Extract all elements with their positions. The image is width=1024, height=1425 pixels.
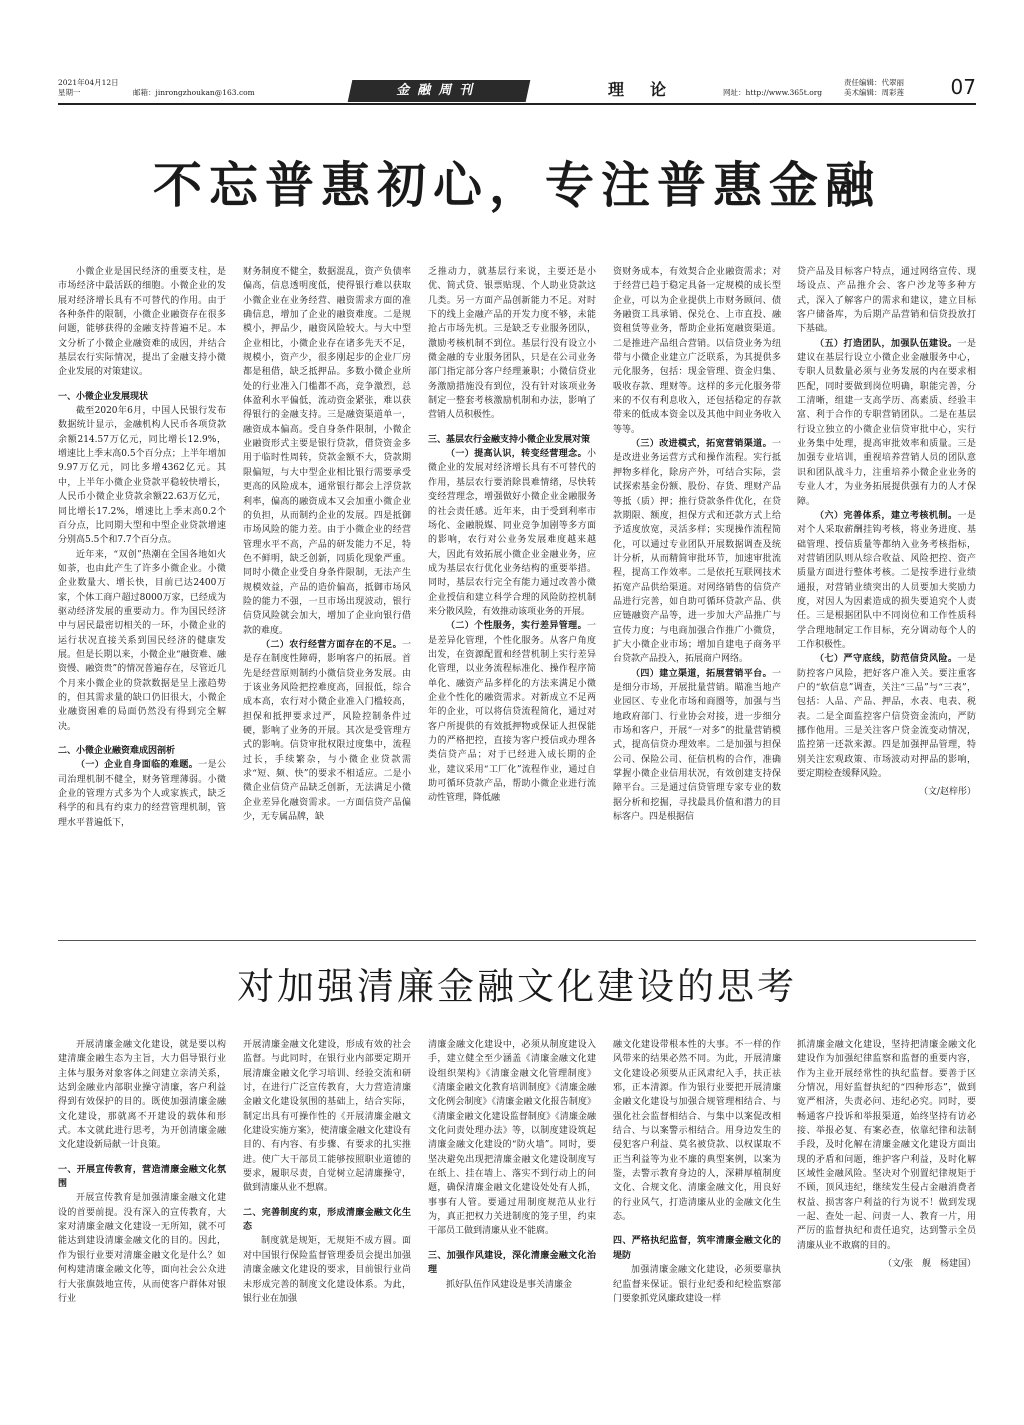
paragraph: 融文化建设带根本性的大事。不一样的作风带来的结果必然不同。为此，开展清廉文化建设必须要从正风肃纪入手，扶正祛邪，正本清源。作为银行业要把开展清廉金融文化建设与加强合规管理相结合、与强化社会监督相结合、与集中以案促改相结合、与以案警示相结合。用身边发生的侵犯客户利益、莫名被贷款、以权谋取不正当利益等为业不廉的典型案例，以案为鉴，去警示教育身边的人，深耕厚植制度文化、合规文化、清廉金融文化，用良好的行业风气，打造清廉从业的金融文化生态。 <box>613 1040 781 1223</box>
section-heading: 三、加强作风建设，深化清廉金融文化治理 <box>428 1250 596 1276</box>
subsection-heading: （五）打造团队，加强队伍建设。 <box>815 338 958 349</box>
paragraph: 开展清廉金融文化建设，就是要以构建清廉金融生态为主旨，大力倡导银行业主体与服务对象客体之间建立亲清关系，达到金融业内部职业操守清廉，客户利益得到有效保护的目的。既使加强清廉金融文化建设，那就离不开建设的载体和形式。本文就此进行思考，为开创清廉金融文化建设新局献一计良策。 <box>58 1040 226 1151</box>
paragraph: 乏推动力，就基层行来说，主要还是小优、简式贷、银票贴现、个人助业贷款这几类。另一方面产品创新能力不足。对时下的线上金融产品的开发力度不够，未能抢占市场先机。三是缺乏专业服务团队，激励考核机制不到位。基层行没有设立小微金融的专业服务团队，只是在公司业务部门指定部分客户经理兼职；小微信贷业务激励措施没有到位，没有针对该项业务制定一整套考核激励机制和办法，影响了营销人员积极性。 <box>428 267 596 421</box>
article1-column-4 <box>613 265 781 910</box>
section-heading: 一、开展宣传教育，营造清廉金融文化氛围 <box>58 1164 226 1190</box>
article1-headline: 不忘普惠初心，专注普惠金融 <box>152 157 881 214</box>
subsection-heading: （一）企业自身面临的难题。 <box>76 760 199 771</box>
paragraph-text: 一是存在制度性障碍，影响客户的拓展。首先是经营原则制约小微信贷业务发展。由于该业务风险把控难度高，回报低，综合成本高，农行对小微企业准入门槛较高，担保和抵押要求过严，风险控制条件过硬，影响了业务的开展。其次是受管理方式的影响。信贷审批权限过度集中，流程过长，手续繁杂，与小微企业贷款需求“短、频、快”的要求不相适应。二是小微企业信贷产品缺乏创新，无法满足小微企业差异化融资需求。一方面信贷产品偏少，无专属品牌，缺 <box>243 639 411 823</box>
paragraph: 贷产品及目标客户特点，通过网络宣传、现场设点、产品推介会、客户沙龙等多种方式，深入了解客户的需求和建议，建立目标客户储备库，为后期产品营销和信贷投放打下基础。 <box>797 267 976 335</box>
paragraph: 小微企业是国民经济的重要支柱，是市场经济中最活跃的细胞。小微企业的发展对经济增长具有不可替代的作用。由于各种条件的限制，小微企业融资存在很多问题，能够获得的金融支持普遍不足。本文分析了小微企业融资难的成因，并结合基层农行实际情况，提出了金融支持小微企业发展的对策建议。 <box>58 267 226 378</box>
paragraph <box>613 437 781 667</box>
paragraph: 近年来，“双创”热潮在全国各地如火如荼，也由此产生了许多小微企业。小微企业数量大、增长快，目前已达2400万家，个体工商户超过8000万家，已经成为驱动经济发展的重要动力。作为国民经济中与居民最密切相关的一环，小微企业的运行状况直接关系到国民经济的健康发展。但是长期以来，小微企业“融资难、融资慢、融资贵”的情况普遍存在，尽管近几个月来小微企业的贷款数据是呈上涨趋势的，但其需求量的缺口仍旧很大，小微企业融资困难的局面仍然没有得到完全解决。 <box>58 549 226 732</box>
paragraph-text: 小微企业的发展对经济增长具有不可替代的作用，基层农行要消除畏难情绪，尽快转变经营理念，增强做好小微企业金融服务的社会责任感。近年来，由于受到利率市场化、金融脱媒、同业竞争加剧等多方面的影响，农行对公业务发展难度越来越大，因此有效拓展小微企业金融业务，应成为基层农行优化业务结构的重要举措。同时，基层农行完全有能力通过改善小微企业授信和建立科学合理的风险防控机制来分散风险，有效推动该项业务的开展。 <box>428 449 596 617</box>
article2-column-1 <box>58 1038 226 1340</box>
art-editor: 美术编辑：周彩莲 <box>844 87 904 97</box>
article1-column-5 <box>797 265 976 910</box>
website-address: 网址：http://www.365t.org <box>723 88 823 97</box>
paragraph: 开展清廉金融文化建设，形成有效的社会监督。与此同时，在银行业内部要定期开展清廉金融文化学习培训、经验交流和研讨，在进行广泛宣传教育，大力营造清廉金融文化建设氛围的基础上，结合实际，制定出具有可操作性的《开展清廉金融文化建设实施方案》，使清廉金融文化建设有目的、有内容、有步骤、有要求的扎实推进。使广大干部员工能够按照职业道德的要求，履职尽责，自觉树立起清廉操守，做到清廉从业不想腐。 <box>243 1040 411 1194</box>
paragraph <box>58 758 226 830</box>
section-heading: 三、基层农行金融支持小微企业发展对策 <box>428 434 591 445</box>
paragraph-text: 一是对个人采取薪酬挂钩考核，将业务进度、基础管理、授信质量等都纳入业务考核指标，对营销团队则从综合收益、风险把控、资产质量方面进行整体考核。二是按季进行业绩通报，对营销业绩突出的人员要加大奖励力度，对因人为因素造成的损失要追究个人责任。三是根据团队中不同岗位和工作性质科学合理地制定工作目标，充分调动每个人的工作积极性。 <box>797 510 976 650</box>
article2-column-3 <box>428 1038 596 1340</box>
author-byline: （文/赵梓彤） <box>918 787 976 798</box>
paragraph-text: 一是防控客户风险，把好客户准入关。要注重客户的“软信息”调查，关注“三品”与“三表”，包括：人品、产品、押品，水表、电表、税表。二是全面监控客户信贷资金流向，严防挪作他用。三是关注客户贷金流变动情况，监控第一还款来源。四是加强押品管理，特别关注宏观政策、市场波动对押品的影响，要定期检查缓释风险。 <box>797 654 976 780</box>
paragraph: 制度就是规矩，无规矩不成方圆。面对中国银行保险监督管理委员会提出加强清廉金融文化建设的要求，目前银行业尚未形成完善的制度文化建设体系。为此，银行业在加强 <box>243 1236 411 1304</box>
paragraph-text: 一是改进业务运营方式和操作流程。实行抵押物多样化，除房产外，可结合实际，尝试探索基金份额、股份、存货、理财产品等抵（质）押；推行贷款条件优化，在贷款期限、额度，担保方式和还款方式上给予适度放宽，灵活多样；实现操作流程简化，可以通过专业团队开展数据调查及统计分析，从而精简审批环节，加速审批流程，提高工作效率。二是依托互联网技术拓宽产品供给渠道。对网络销售的信贷产品进行完善，如自助可循环贷款产品、供应链融资产品等，进一步加大产品推广与宣传力度；与电商加强合作推广小微贷，扩大小微企业市场；增加自建电子商务平台贷款产品投入，拓展商户网络。 <box>613 439 781 665</box>
paragraph: 抓清廉金融文化建设，坚持把清廉金融文化建设作为加强纪律监察和监督的重要内容，作为主业开展经常性的执纪监督。要善于区分情况，用好监督执纪的“四种形态”，做到宽严相济，失责必问、违纪必究。同时，要畅通客户投诉和举报渠道，始终坚持有访必接、举报必复、有案必查，依靠纪律和法制手段，及时化解在清廉金融文化建设方面出现的矛盾和问题，维护客户利益，及时化解区域性金融风险。坚决对个别置纪律规矩于不顾，顶风违纪，继续发生侵占金融消费者权益、损害客户利益的行为说不！做到发现一起、查处一起、问责一人、教育一片，用严厉的监督执纪和责任追究，达到警示全员清廉从业不敢腐的目的。 <box>797 1040 976 1251</box>
subsection-heading: （六）完善体系，建立考核机制。 <box>815 510 958 521</box>
article1-column-2 <box>243 265 411 910</box>
paragraph: 资财务成本，有效契合企业融资需求；对于经营已趋于稳定具备一定规模的成长型企业，可以为企业提供上市财务顾问、债务融资工具承销、保兑仓、上市直投、融资租赁等业务，帮助企业拓宽融资渠道。二是推进产品组合营销。以信贷业务为纽带与小微企业建立广泛联系，为其提供多元化服务，包括：现金管理、资金归集、吸收存款、理财等。这样的多元化服务带来的不仅有利息收入，还包括稳定的存款带来的低成本资金以及其他中间业务收入等等。 <box>613 267 781 435</box>
author-byline: （文/张 舰 杨建国） <box>882 1259 976 1270</box>
section-heading: 一、小微企业发展现状 <box>58 391 149 402</box>
section-heading: 四、严格执纪监督，筑牢清廉金融文化的堤防 <box>613 1236 781 1261</box>
subsection-heading: （七）严守底线，防范信贷风险。 <box>815 654 958 665</box>
page-number: 07 <box>950 75 976 99</box>
paragraph: 抓好队伍作风建设是事关清廉金 <box>446 1279 573 1290</box>
page-header <box>58 75 976 104</box>
article2-column-5 <box>797 1038 976 1340</box>
paragraph <box>613 667 781 825</box>
paragraph-text: 一是公司治理机制不健全，财务管理薄弱。小微企业的管理方式多为个人或家族式，缺乏科学的和具有约束力的经营管理机制，管理水平普遍低下， <box>58 760 226 828</box>
section-heading: 二、小微企业融资难成因剖析 <box>58 746 176 756</box>
article2-column-2 <box>243 1038 411 1340</box>
article-divider <box>58 940 976 941</box>
issue-date-block <box>58 78 119 97</box>
article2-column-4 <box>613 1038 781 1340</box>
paragraph: 加强清廉金融文化建设，必须要靠执纪监督来保证。银行业纪委和纪检监察部门要象抓党风廉政建设一样 <box>613 1265 781 1304</box>
paragraph <box>797 337 976 509</box>
responsible-editor: 责任编辑：代翠丽 <box>844 78 904 87</box>
article1-column-1 <box>58 265 226 910</box>
section-name: 理论 <box>607 80 692 99</box>
email-address: 邮箱：jinrongzhoukan@163.com <box>133 88 255 97</box>
article2-headline: 对加强清廉金融文化建设的思考 <box>237 965 797 1008</box>
editor-credits <box>844 78 904 97</box>
paragraph: 财务制度不健全，数据混乱，资产负债率偏高，信息透明度低，使得银行难以获取小微企业在业务经营、融资需求方面的准确信息，增加了企业的融资难度。二是规模小，押品少，融资风险较大。与大中型企业相比，小微企业存在诸多先天不足，规模小，资产少，很多刚起步的企业厂房都是租借，缺乏抵押品。多数小微企业所处的行业准入门槛都不高，竞争激烈，总体盈利水平偏低，流动资金紧张，难以获得银行的金融支持。三是融资渠道单一，融资成本偏高。受自身条件限制，小微企业融资形式主要是银行贷款，借贷资金多用于临时性周转，贷款金额不大，贷款期限偏短，与大中型企业相比银行需要承受更高的风险成本，通常银行都会上浮贷款利率，偏高的融资成本又会加重小微企业的负担，从而制约企业的发展。四是抵御市场风险的能力差。由于小微企业的经营管理水平不高，产品的研发能力不足，特色不鲜明，缺乏创新，同质化现象严重。同时小微企业受自身条件限制，无法产生规模效益，产品的造价偏高，抵御市场风险的能力不强，一旦市场出现波动，银行信贷风险就会加大，增加了企业向银行借款的难度。 <box>243 267 411 636</box>
paragraph: 开展宣传教育是加强清廉金融文化建设的首要前提。没有深入的宣传教育，大家对清廉金融文化建设一无所知，就不可能达到建设清廉金融文化的目的。因此，作为银行业要对清廉金融文化是什么？如何构建清廉金融文化等，面向社会公众进行大张旗鼓地宣传，从而使客户群体对银行业 <box>58 1193 226 1304</box>
paragraph-text: 一是建议在基层行设立小微企业金融服务中心，专职人员数量必须与业务发展的内在要求相匹配，同时要做到岗位明确，职能完善，分工清晰，组建一支高学历、高素质、经验丰富、利于合作的专职营销团队。二是在基层行设立独立的小微企业信贷审批中心，实行业务集中处理，提高审批效率和质量。三是加强专业培训，重视培养营销人员的团队意识和团队战斗力，注重培养小微企业业务的专业人才，为业务拓展提供强有力的人才保障。 <box>797 338 976 507</box>
paragraph <box>428 447 596 619</box>
article1-column-3 <box>428 265 596 910</box>
subsection-heading: （一）提高认识，转变经营理念。 <box>446 449 587 460</box>
paragraph: 截至2020年6月，中国人民银行发布数据统计显示，金融机构人民币各项贷款余额214.57万亿元，同比增长12.9%，增速比上季末高0.5个百分点；上半年增加9.97万亿元，同比多增4362亿元。其中，上半年小微企业贷款平稳较快增长，人民币小微企业贷款余额22.63万亿元，同比增长17.2%，增速比上季末高0.2个百分点，比同期大型和中型企业贷款增速分别高5.5个和7.7个百分点。 <box>58 406 226 546</box>
section-heading: 二、完善制度约束，形成清廉金融文化生态 <box>243 1207 411 1233</box>
masthead-banner: 金融周刊 <box>348 80 531 102</box>
subsection-heading: （二）农行经营方面存在的不足。 <box>261 639 402 650</box>
subsection-heading: （三）改进模式，拓宽营销渠道。 <box>631 439 772 450</box>
paragraph: 清廉金融文化建设中，必须从制度建设入手，建立健全至少涵盖《清廉金融文化建设组织架构》《清廉金融文化管理制度》《清廉金融文化教育培训制度》《清廉金融文化例会制度》《清廉金融文化报告制度》《清廉金融文化建设监督制度》《清廉金融文化问责处理办法》等，以制度建设筑起清廉金融文化建设的“防火墙”。同时，要坚决避免出现把清廉金融文化建设制度写在纸上、挂在墙上、落实不到行动上的问题，确保清廉金融文化建设处处有人抓，事事有人管。要通过用制度规范从业行为，真正把权力关进制度的笼子里，约束干部员工做到清廉从业不能腐。 <box>428 1040 596 1237</box>
paragraph-text: 一是细分市场，开展批量营销。瞄准当地产业园区、专业化市场和商圈等，加强与当地政府部门、行业协会对接，进一步细分市场和客户，开展“一对多”的批量营销模式，提高信贷办理效率。二是加强与担保公司、保险公司、征信机构的合作，准确掌握小微企业信用状况，有效创建支持保障平台。三是通过信贷管理专家专业的数据分析和挖掘，寻找最具价值和潜力的目标客户。四是根据信 <box>613 668 781 823</box>
paragraph <box>428 619 596 805</box>
paragraph-text: 一是差异化管理，个性化服务。从客户角度出发，在资源配置和经营机制上实行差异化管理，以业务流程标准化、操作程序简单化、融资产品多样化的方法来满足小微企业个性化的融资需求。对新成立不足两年的企业，可以将信贷流程简化，通过对客户所提供的有效抵押物或保证人担保能力的严格把控，直接为客户授信或办理各类信贷产品；对于已经进入成长期的企业，建议采用“工厂化”流程作业，通过自助可循环贷款产品，帮助小微企业进行流动性管理，降低融 <box>428 621 596 804</box>
issue-weekday: 星期一 <box>58 87 81 97</box>
paragraph <box>797 652 976 781</box>
issue-date: 2021年04月12日 <box>58 78 119 87</box>
paragraph <box>243 638 411 824</box>
subsection-heading: （二）个性服务，实行差异管理。 <box>446 621 587 632</box>
header-rule <box>58 103 976 105</box>
subsection-heading: （四）建立渠道，拓展营销平台。 <box>631 668 772 679</box>
paragraph <box>797 509 976 652</box>
